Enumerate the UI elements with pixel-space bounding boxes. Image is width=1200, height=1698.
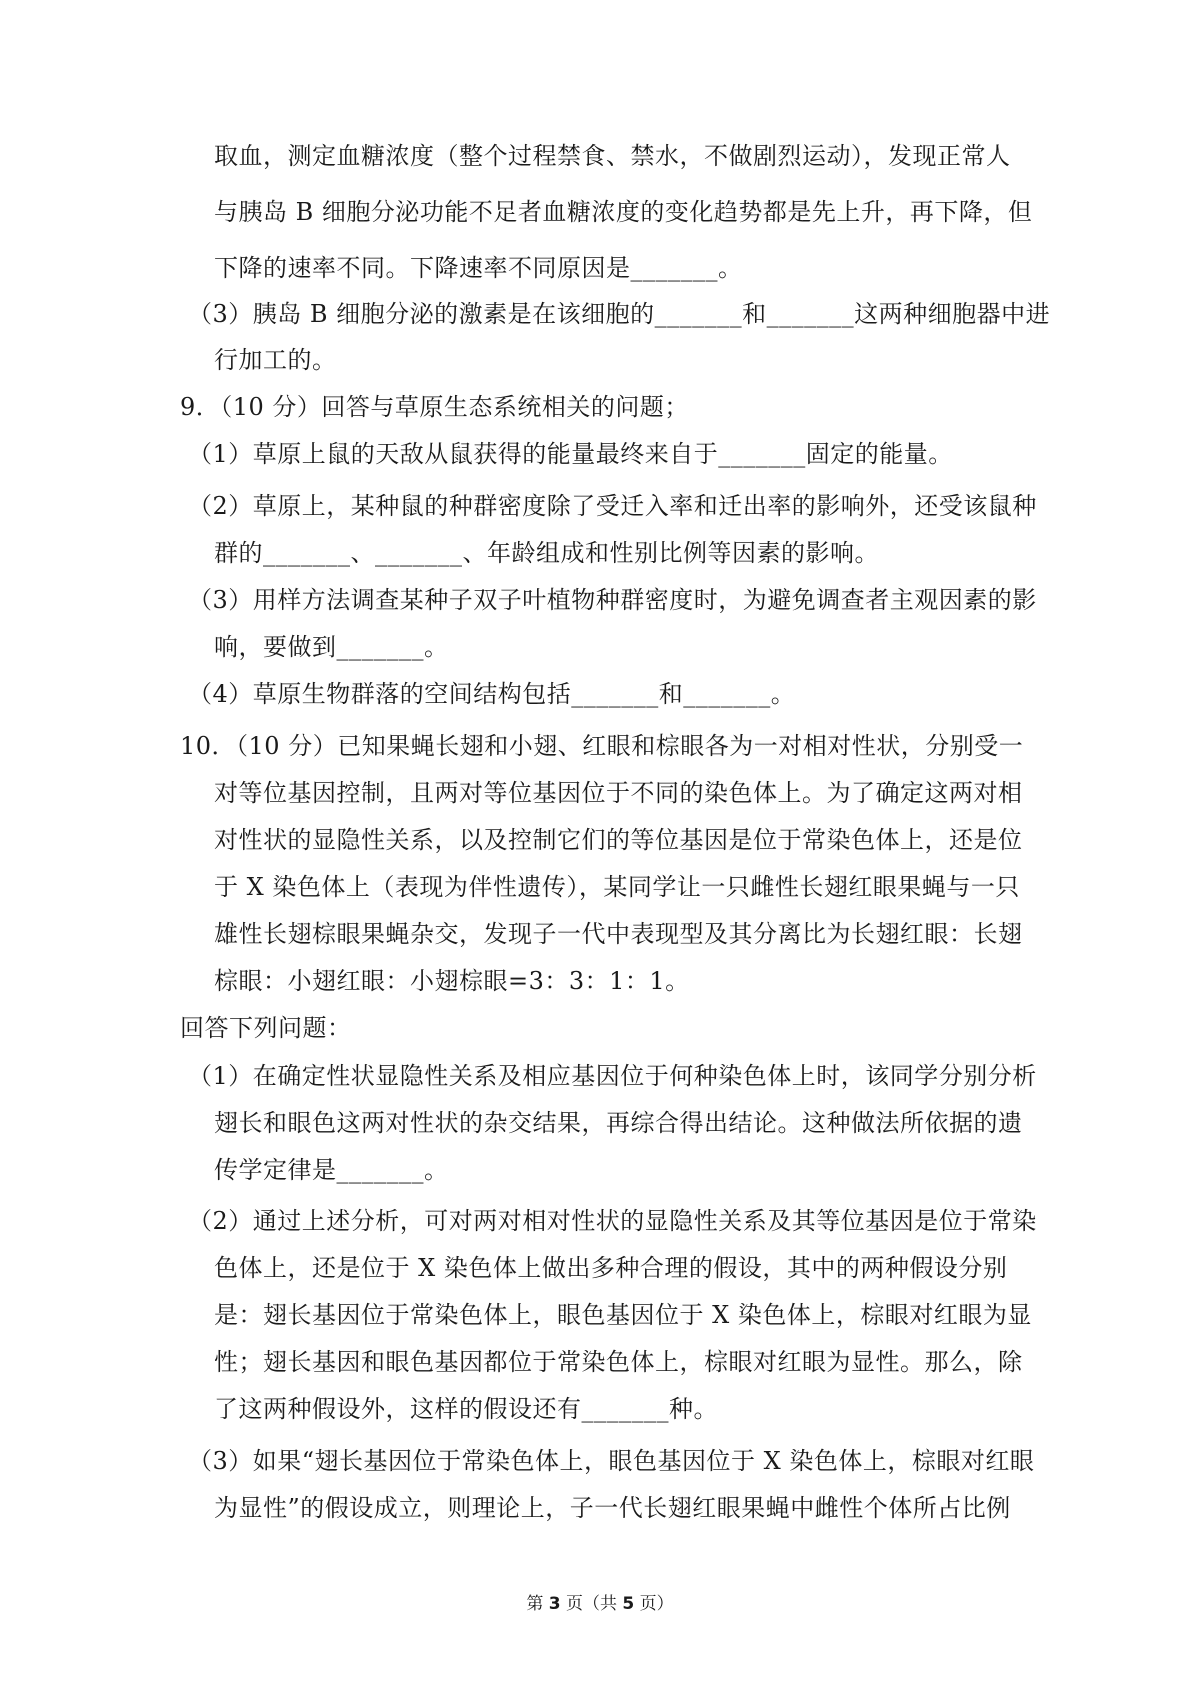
text-line: 与胰岛 B 细胞分泌功能不足者血糖浓度的变化趋势都是先上升，再下降，但 <box>214 198 1033 226</box>
text-line: 下降的速率不同。下降速率不同原因是_______。 <box>214 254 743 282</box>
text-line: 雄性长翅棕眼果蝇杂交，发现子一代中表现型及其分离比为长翅红眼：长翅 <box>214 920 1023 948</box>
question-item-9-2: （2）草原上，某种鼠的种群密度除了受迁入率和迁出率的影响外，还受该鼠种 <box>188 492 1037 520</box>
footer-page-number: 3 <box>548 1594 561 1614</box>
question-item-9-1: （1）草原上鼠的天敌从鼠获得的能量最终来自于_______固定的能量。 <box>188 440 953 468</box>
footer-suffix: 页） <box>634 1594 674 1614</box>
text-line: 传学定律是_______。 <box>214 1156 449 1184</box>
question-item-10-1: （1）在确定性状显隐性关系及相应基因位于何种染色体上时，该同学分别分析 <box>188 1062 1037 1090</box>
footer-prefix: 第 <box>526 1594 549 1614</box>
question-10-heading: 10．（10 分）已知果蝇长翅和小翅、红眼和棕眼各为一对相对性状，分别受一 <box>180 732 1024 760</box>
text-line: 行加工的。 <box>214 346 337 374</box>
text-line: 性；翅长基因和眼色基因都位于常染色体上，棕眼对红眼为显性。那么，除 <box>214 1348 1023 1376</box>
text-line: 取血，测定血糖浓度（整个过程禁食、禁水，不做剧烈运动），发现正常人 <box>214 142 1011 170</box>
text-line: 翅长和眼色这两对性状的杂交结果，再综合得出结论。这种做法所依据的遗 <box>214 1109 1023 1137</box>
text-line: 对等位基因控制，且两对等位基因位于不同的染色体上。为了确定这两对相 <box>214 779 1023 807</box>
text-line: 棕眼：小翅红眼：小翅棕眼=3：3：1：1。 <box>214 967 690 995</box>
text-line: 是：翅长基因位于常染色体上，眼色基因位于 X 染色体上，棕眼对红眼为显 <box>214 1301 1032 1329</box>
text-line: 群的_______、_______、年龄组成和性别比例等因素的影响。 <box>214 539 879 567</box>
footer-middle: 页（共 <box>560 1594 623 1614</box>
text-line: 于 X 染色体上（表现为伴性遗传），某同学让一只雌性长翅红眼果蝇与一只 <box>214 873 1020 901</box>
text-line: 为显性”的假设成立，则理论上，子一代长翅红眼果蝇中雌性个体所占比例 <box>214 1494 1011 1522</box>
text-line: 色体上，还是位于 X 染色体上做出多种合理的假设，其中的两种假设分别 <box>214 1254 1008 1282</box>
question-item-9-3: （3）用样方法调查某种子双子叶植物种群密度时，为避免调查者主观因素的影 <box>188 586 1037 614</box>
page-footer <box>0 1592 1200 1616</box>
question-9-heading: 9．（10 分）回答与草原生态系统相关的问题； <box>180 393 689 421</box>
answer-prompt: 回答下列问题： <box>180 1014 352 1042</box>
question-item-8-3: （3）胰岛 B 细胞分泌的激素是在该细胞的_______和_______这两种细胞器中进 <box>188 300 1051 328</box>
text-line: 了这两种假设外，这样的假设还有_______种。 <box>214 1395 718 1423</box>
text-line: 响，要做到_______。 <box>214 633 449 661</box>
question-item-10-2: （2）通过上述分析，可对两对相对性状的显隐性关系及其等位基因是位于常染 <box>188 1207 1037 1235</box>
question-item-9-4: （4）草原生物群落的空间结构包括_______和_______。 <box>188 680 796 708</box>
question-item-10-3: （3）如果“翅长基因位于常染色体上，眼色基因位于 X 染色体上，棕眼对红眼 <box>188 1447 1035 1475</box>
text-line: 对性状的显隐性关系，以及控制它们的等位基因是位于常染色体上，还是位 <box>214 826 1023 854</box>
footer-total-pages: 5 <box>622 1594 635 1614</box>
